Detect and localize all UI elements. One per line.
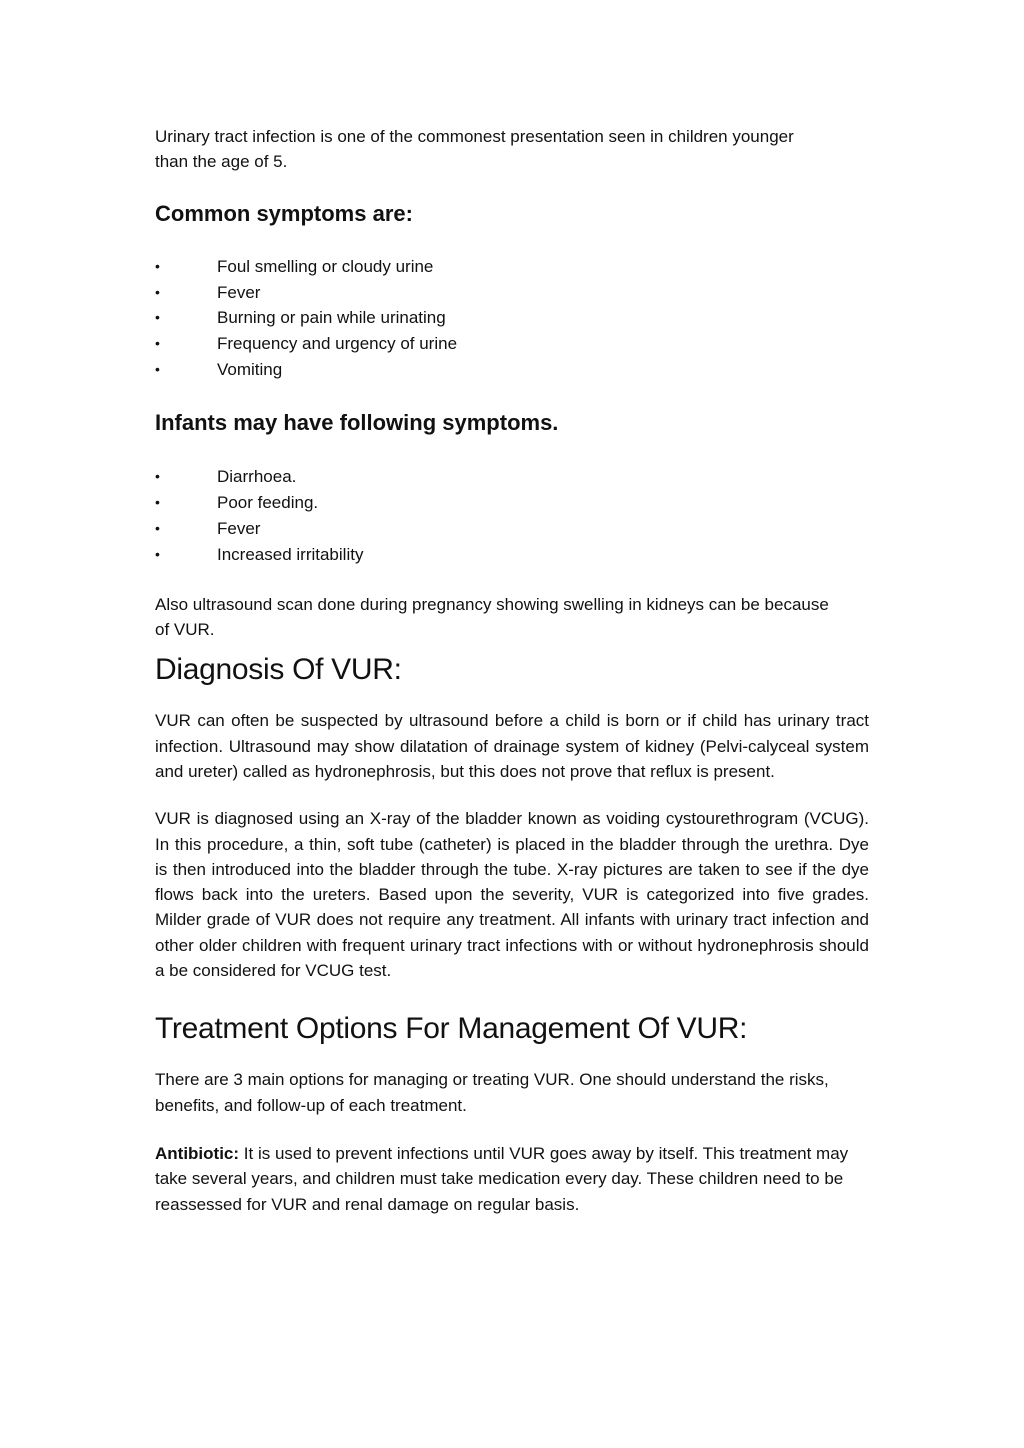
document-page [155,124,869,1217]
list-item: • Foul smelling or cloudy urine [155,254,869,280]
diagnosis-heading: Diagnosis Of VUR: [155,653,402,687]
list-item: • Vomiting [155,357,869,383]
diagnosis-paragraph-2: VUR is diagnosed using an X-ray of the bladder known as voiding cystourethrogram (VCUG). In this procedure, a thin, soft tube (catheter) is placed in the bladder through the urethra. Dye is then introduced into the bladder through the tube. X-ray pictures are taken to see if the dye flows back into the ureters. Based upon the severity, VUR is categorized into five grades. Milder grade of VUR does not require any treatment. All infants with urinary tract infection and other older children with frequent urinary tract infections with or without hydronephrosis should a be considered for VCUG test. [155,809,869,981]
treatment-heading: Treatment Options For Management Of VUR: [155,1012,748,1046]
intro-paragraph: Urinary tract infection is one of the commonest presentation seen in children younger than the age of 5. [155,127,794,172]
bullet-icon: • [155,468,160,485]
common-symptoms-heading: Common symptoms are: [155,200,413,226]
list-item: • Increased irritability [155,542,869,568]
bullet-icon: • [155,309,160,326]
list-item: • Fever [155,280,869,306]
infant-symptoms-heading: Infants may have following symptoms. [155,410,559,436]
bullet-icon: • [155,519,160,536]
bullet-icon: • [155,361,160,378]
antibiotic-paragraph [155,1141,865,1217]
antibiotic-label: Antibiotic: [155,1143,240,1163]
list-item: • Frequency and urgency of urine [155,331,869,357]
ultrasound-note: Also ultrasound scan done during pregnancy showing swelling in kidneys can be because of VUR. [155,594,829,640]
bullet-icon: • [155,545,160,562]
list-item: • Burning or pain while urinating [155,305,869,331]
antibiotic-text: It is used to prevent infections until VUR goes away by itself. This treatment may take several years, and children must take medication every day. These children need to be reassessed for VUR and renal damage on regular basis. [155,1143,849,1214]
list-item: • Poor feeding. [155,490,869,516]
list-item: • Fever [155,516,869,542]
infant-symptoms-list [155,464,869,568]
bullet-icon: • [155,494,160,511]
diagnosis-paragraph-1: VUR can often be suspected by ultrasound before a child is born or if child has urinary tract infection. Ultrasound may show dilatation of drainage system of kidney (Pelvi-calyceal system and ureter) called as hydronephrosis, but this does not prove that reflux is present. [155,711,869,781]
treatment-intro: There are 3 main options for managing or treating VUR. One should understand the risks, benefits, and follow-up of each treatment. [155,1070,829,1115]
list-item: • Diarrhoea. [155,464,869,490]
bullet-icon: • [155,257,160,274]
bullet-icon: • [155,283,160,300]
common-symptoms-list [155,254,869,384]
bullet-icon: • [155,335,160,352]
